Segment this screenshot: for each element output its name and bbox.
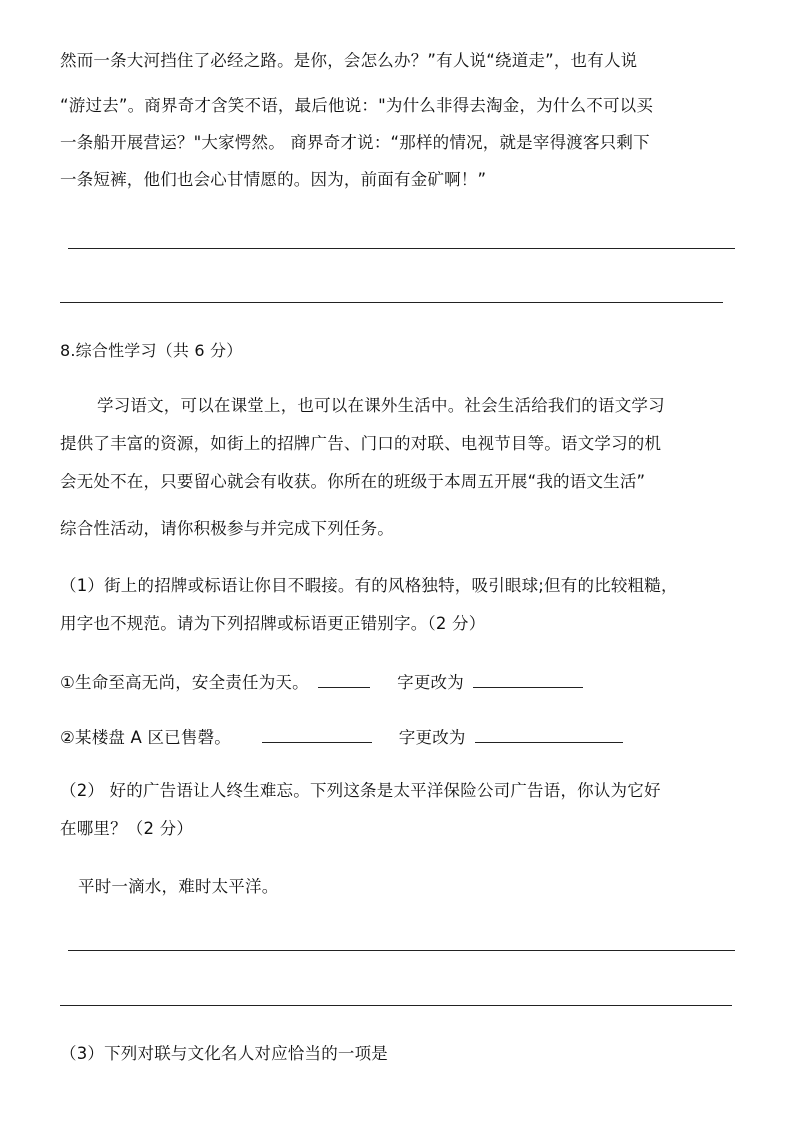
section-8-intro-line-3: 会无处不在，只要留心就会有收获。你所在的班级于本周五开展“我的语文生活” [60, 472, 646, 491]
q2-line-1: （2） 好的广告语让人终生难忘。下列这条是太平洋保险公司广告语，你认为它好 [60, 781, 661, 800]
q1-item-2 [60, 726, 740, 748]
q1-item-1-wrong-char-blank[interactable] [318, 671, 370, 688]
story-line-2: “游过去”。商界奇才含笑不语，最后他说："为什么非得去淘金，为什么不可以买 [60, 96, 654, 115]
q2-slogan: 平时一滴水，难时太平洋。 [78, 877, 279, 896]
answer-line-1[interactable] [68, 248, 735, 249]
q3-text: （3）下列对联与文化名人对应恰当的一项是 [60, 1044, 388, 1063]
q1-line-1: （1）街上的招牌或标语让你目不暇接。有的风格独特，吸引眼球;但有的比较粗糙， [60, 576, 678, 595]
q1-line-2: 用字也不规范。请为下列招牌或标语更正错别字。（2 分） [60, 614, 486, 633]
story-line-3: 一条船开展营运？"大家愕然。 商界奇才说：“那样的情况，就是宰得渡客只剩下 [60, 133, 650, 152]
q1-item-2-text: ②某楼盘 A 区已售磬。 [60, 728, 231, 747]
story-line-1: 然而一条大河挡住了必经之路。是你，会怎么办？”有人说“绕道走”，也有人说 [60, 51, 638, 70]
q1-item-2-wrong-char-blank[interactable] [262, 726, 372, 743]
answer-line-2[interactable] [60, 302, 723, 303]
q1-item-1 [60, 671, 740, 693]
section-8-intro-line-4: 综合性活动，请你积极参与并完成下列任务。 [60, 519, 394, 538]
section-8-heading: 8.综合性学习（共 6 分） [60, 341, 243, 360]
answer-line-4[interactable] [60, 1005, 732, 1006]
q1-item-2-correct-label: 字更改为 [398, 728, 466, 747]
q1-item-1-correct-label: 字更改为 [397, 673, 464, 692]
section-8-intro-line-2: 提供了丰富的资源，如街上的招牌广告、门口的对联、电视节目等。语文学习的机 [60, 434, 662, 453]
story-line-4: 一条短裤，他们也会心甘情愿的。因为，前面有金矿啊！” [60, 170, 487, 189]
q1-item-1-correction-blank[interactable] [473, 671, 583, 688]
q2-line-2: 在哪里？（2 分） [60, 819, 194, 838]
q1-item-2-correction-blank[interactable] [475, 726, 623, 743]
answer-line-3[interactable] [68, 950, 735, 951]
q1-item-1-text: ①生命至高无尚，安全责任为天。 [60, 673, 309, 692]
section-8-intro-line-1: 学习语文，可以在课堂上，也可以在课外生活中。社会生活给我们的语文学习 [97, 396, 665, 415]
